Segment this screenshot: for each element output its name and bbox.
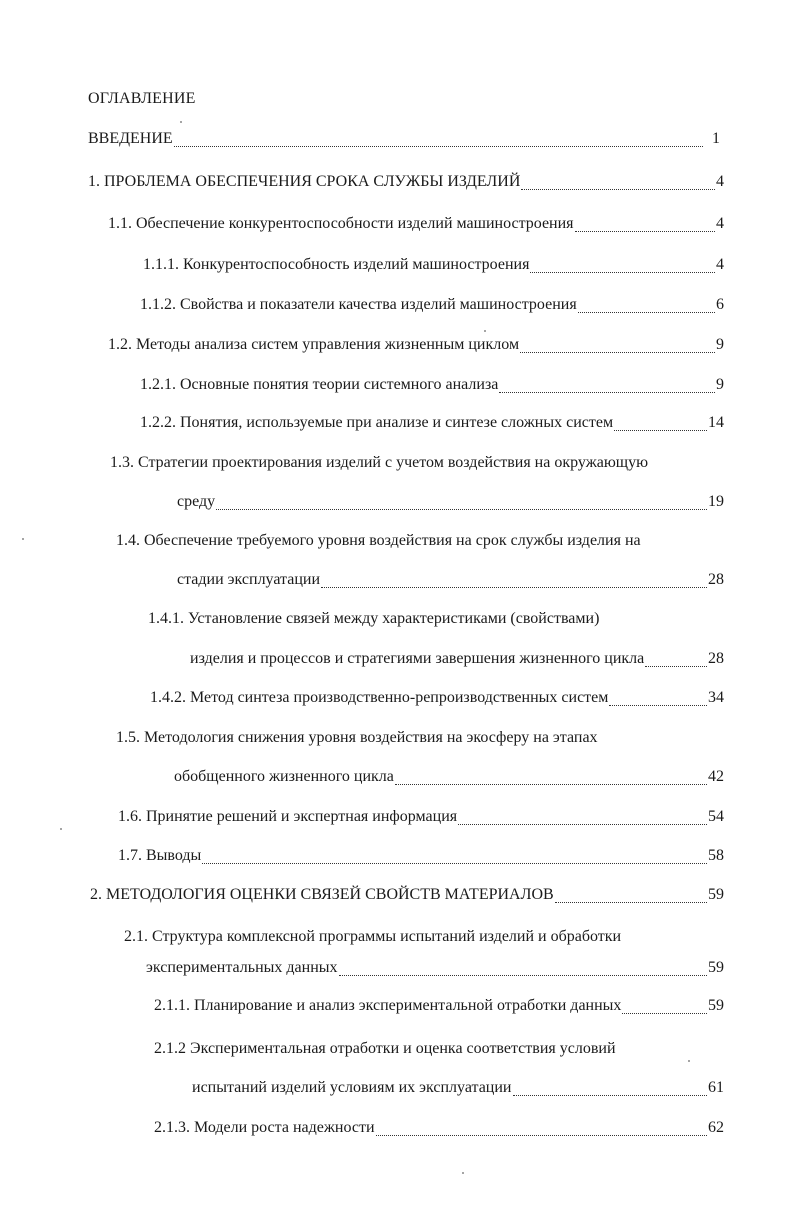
toc-entry-chapter-1[interactable] <box>88 173 724 195</box>
leader-dots <box>499 392 715 393</box>
toc-entry-chapter-2[interactable] <box>90 886 724 908</box>
toc-entry-2-1-line2[interactable] <box>146 959 724 981</box>
toc-page-number: 4 <box>716 215 724 232</box>
toc-entry-1-4-1-line1[interactable]: 1.4.1. Установление связей между характеристиками (свойствами) <box>148 610 600 627</box>
toc-page-number: 59 <box>708 886 724 903</box>
toc-entry-1-1[interactable] <box>108 215 724 237</box>
toc-entry-1-1-2[interactable] <box>140 296 724 318</box>
scan-speck <box>22 538 24 540</box>
leader-dots <box>321 587 707 588</box>
leader-dots <box>520 352 715 353</box>
toc-entry-text: 2.1.3. Модели роста надежности <box>154 1119 375 1136</box>
toc-entry-1-2[interactable] <box>108 336 724 358</box>
toc-page-number: 61 <box>708 1079 724 1096</box>
scan-speck <box>180 121 182 123</box>
leader-dots <box>575 231 715 232</box>
toc-entry-1-3-line2[interactable] <box>177 493 724 515</box>
toc-entry-text: стадии эксплуатации <box>177 571 320 588</box>
scan-speck <box>688 1060 690 1062</box>
toc-page-number: 42 <box>708 768 724 785</box>
toc-title: ОГЛАВЛЕНИЕ <box>88 90 196 107</box>
toc-page-number: 59 <box>708 959 724 976</box>
toc-entry-text: изделия и процессов и стратегиями завершения жизненного цикла <box>190 650 645 667</box>
leader-dots <box>339 975 708 976</box>
toc-page-number: 59 <box>708 997 724 1014</box>
toc-entry-2-1-line1[interactable]: 2.1. Структура комплексной программы испытаний изделий и обработки <box>124 928 622 945</box>
toc-entry-2-1-3[interactable] <box>154 1119 724 1141</box>
leader-dots <box>395 784 707 785</box>
toc-entry-text: 1.1.2. Свойства и показатели качества изделий машиностроения <box>140 296 577 313</box>
toc-entry-text: 1.6. Принятие решений и экспертная информация <box>118 808 458 825</box>
toc-entry-text: ВВЕДЕНИЕ <box>88 130 173 147</box>
toc-entry-text: 2.1.1. Планирование и анализ экспериментальной отработки данных <box>154 997 622 1014</box>
leader-dots <box>645 666 707 667</box>
toc-entry-1-4-2[interactable] <box>150 689 724 711</box>
scan-speck <box>484 330 486 332</box>
toc-entry-text: среду <box>177 493 216 510</box>
toc-entry-1-2-1[interactable] <box>140 376 724 398</box>
leader-dots <box>458 824 707 825</box>
toc-entry-1-3-line1[interactable]: 1.3. Стратегии проектирования изделий с учетом воздействия на окружающую <box>110 454 649 471</box>
toc-entry-text: 1.2.1. Основные понятия теории системного анализа <box>140 376 499 393</box>
leader-dots <box>555 902 707 903</box>
leader-dots <box>614 430 707 431</box>
scan-speck <box>462 1172 464 1174</box>
toc-entry-text: испытаний изделий условиям их эксплуатации <box>192 1079 512 1096</box>
leader-dots <box>530 272 715 273</box>
toc-page-number: 62 <box>708 1119 724 1136</box>
toc-entry-1-2-2[interactable] <box>140 414 724 436</box>
toc-entry-1-4-line2[interactable] <box>177 571 724 593</box>
toc-entry-text: 1.2.2. Понятия, используемые при анализе и синтезе сложных систем <box>140 414 614 431</box>
leader-dots <box>622 1013 707 1014</box>
toc-entry-1-5-line1[interactable]: 1.5. Методология снижения уровня воздействия на экосферу на этапах <box>116 729 598 746</box>
toc-entry-text: 1.4.2. Метод синтеза производственно-репроизводственных систем <box>150 689 609 706</box>
toc-page-number: 19 <box>708 493 724 510</box>
toc-page-number: 1 <box>712 130 720 147</box>
toc-entry-2-1-1[interactable] <box>154 997 724 1019</box>
leader-dots <box>578 312 715 313</box>
leader-dots <box>609 705 707 706</box>
toc-entry-1-4-line1[interactable]: 1.4. Обеспечение требуемого уровня воздействия на срок службы изделия на <box>116 532 641 549</box>
toc-entry-1-4-1-line2[interactable] <box>190 650 724 672</box>
toc-page-number: 6 <box>716 296 724 313</box>
toc-entry-text: 1.7. Выводы <box>118 847 202 864</box>
toc-page-number: 34 <box>708 689 724 706</box>
toc-page-number: 14 <box>708 414 724 431</box>
toc-page-number: 4 <box>716 173 724 190</box>
toc-entry-introduction[interactable] <box>88 130 720 152</box>
leader-dots <box>216 509 707 510</box>
toc-page-number: 9 <box>716 376 724 393</box>
toc-entry-text: 2. МЕТОДОЛОГИЯ ОЦЕНКИ СВЯЗЕЙ СВОЙСТВ МАТЕРИАЛОВ <box>90 886 554 903</box>
toc-page-number: 58 <box>708 847 724 864</box>
toc-page-number: 9 <box>716 336 724 353</box>
leader-dots <box>174 146 703 147</box>
leader-dots <box>521 189 715 190</box>
toc-page-number: 28 <box>708 571 724 588</box>
toc-entry-1-7[interactable] <box>118 847 724 869</box>
toc-entry-text: обобщенного жизненного цикла <box>174 768 394 785</box>
toc-entry-2-1-2-line2[interactable] <box>192 1079 724 1101</box>
toc-entry-text: 1. ПРОБЛЕМА ОБЕСПЕЧЕНИЯ СРОКА СЛУЖБЫ ИЗДЕЛИЙ <box>88 173 521 190</box>
toc-entry-2-1-2-line1[interactable]: 2.1.2 Экспериментальная отработки и оценка соответствия условий <box>154 1040 616 1057</box>
toc-page-number: 54 <box>708 808 724 825</box>
toc-page-number: 28 <box>708 650 724 667</box>
toc-entry-1-6[interactable] <box>118 808 724 830</box>
leader-dots <box>513 1095 708 1096</box>
toc-entry-text: 1.1.1. Конкурентоспособность изделий машиностроения <box>143 256 530 273</box>
toc-entry-1-5-line2[interactable] <box>174 768 724 790</box>
leader-dots <box>376 1135 707 1136</box>
leader-dots <box>202 863 707 864</box>
scan-speck <box>60 828 62 830</box>
toc-entry-text: экспериментальных данных <box>146 959 338 976</box>
toc-entry-1-1-1[interactable] <box>143 256 724 278</box>
toc-entry-text: 1.2. Методы анализа систем управления жизненным циклом <box>108 336 520 353</box>
toc-entry-text: 1.1. Обеспечение конкурентоспособности изделий машиностроения <box>108 215 574 232</box>
toc-page-number: 4 <box>716 256 724 273</box>
